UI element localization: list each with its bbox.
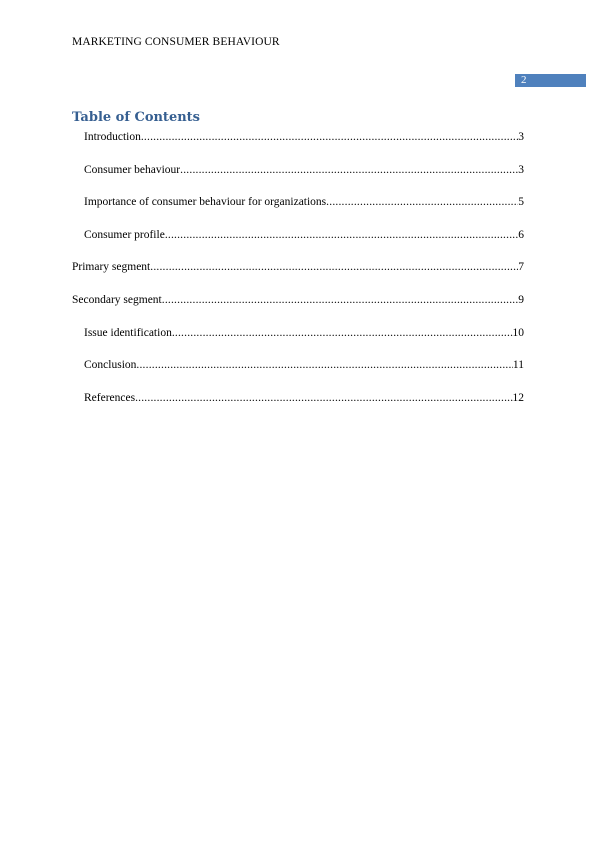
toc-entry-page: 7: [518, 261, 524, 274]
toc-entry-page: 12: [512, 391, 524, 404]
toc-entry-text: Conclusion: [84, 359, 137, 372]
toc-entry-text: Importance of consumer behaviour for organizations: [84, 196, 327, 209]
toc-dot-leader: [150, 259, 518, 275]
toc-entry-text: Primary segment: [72, 261, 151, 274]
toc-entry-text: Introduction: [84, 131, 141, 143]
toc-dot-leader: [180, 162, 518, 178]
toc-entry-consumer-behaviour[interactable]: [72, 162, 524, 195]
toc-entry-text: Issue identification: [84, 326, 172, 339]
toc-entry-page: 5: [518, 196, 524, 209]
toc-entry-secondary-segment[interactable]: [72, 292, 524, 325]
toc-entry-issue-identification[interactable]: [72, 325, 524, 358]
toc-entry-text: Secondary segment: [72, 293, 162, 306]
running-header-title: MARKETING CONSUMER BEHAVIOUR: [72, 36, 280, 48]
toc-entry-text: Consumer profile: [84, 228, 165, 241]
toc-entry-primary-segment[interactable]: [72, 259, 524, 292]
toc-entry-page: 11: [512, 359, 524, 372]
toc-dot-leader: [162, 292, 519, 308]
toc-entry-conclusion[interactable]: [72, 357, 524, 390]
toc-entry-page: 9: [518, 293, 524, 306]
toc-list: [72, 129, 524, 422]
toc-entry-text: Consumer behaviour: [84, 163, 181, 176]
page-number-badge: 2: [515, 74, 586, 87]
toc-entry-introduction[interactable]: [72, 129, 524, 162]
toc-dot-leader: [172, 325, 513, 341]
toc-entry-page: 6: [518, 228, 524, 241]
toc-entry-importance[interactable]: [72, 194, 524, 227]
toc-title: Table of Contents: [72, 110, 200, 125]
toc-entry-references[interactable]: [72, 390, 524, 423]
toc-entry-page: 3: [518, 163, 524, 176]
toc-entry-consumer-profile[interactable]: [72, 227, 524, 260]
toc-entry-page: 3: [518, 131, 524, 143]
toc-entry-page: 10: [512, 326, 524, 339]
toc-dot-leader: [136, 357, 513, 373]
toc-dot-leader: [135, 390, 512, 406]
toc-dot-leader: [165, 227, 518, 243]
toc-dot-leader: [141, 129, 518, 145]
toc-dot-leader: [326, 194, 518, 210]
toc-entry-text: References: [84, 391, 136, 404]
